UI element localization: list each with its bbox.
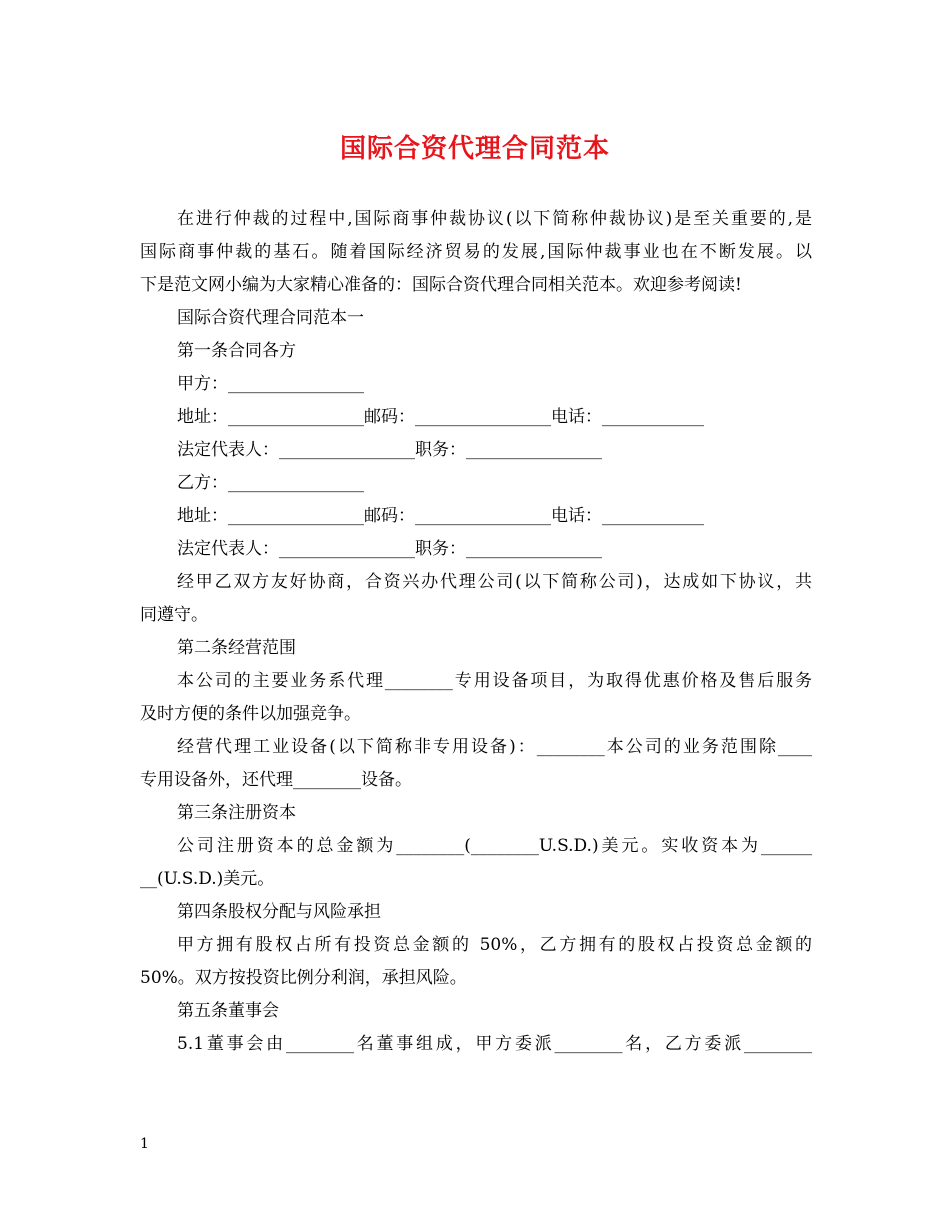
form-field-line: 乙方：________________ [177, 473, 364, 493]
paragraph-line: __(U.S.D.)美元。 [140, 869, 275, 889]
article-heading: 第四条股权分配与风险承担 [177, 902, 381, 922]
article-heading: 第五条董事会 [177, 1001, 279, 1021]
paragraph-line: 及时方便的条件以加强竞争。 [140, 704, 361, 724]
page-title: 国际合资代理合同范本 [339, 134, 610, 164]
paragraph-line: 甲方拥有股权占所有投资总金额的 50%，乙方拥有的股权占投资总金额的 [177, 935, 812, 955]
article-heading: 第三条注册资本 [177, 803, 296, 823]
paragraph-line: 经营代理工业设备(以下简称非专用设备)：________本公司的业务范围除____ [177, 737, 812, 757]
paragraph-line: 公司注册资本的总金额为________(________U.S.D.)美元。实收资本为______ [177, 836, 812, 856]
page-number: 1 [140, 1136, 149, 1152]
form-field-line: 甲方：________________ [177, 374, 364, 394]
paragraph-line: 同遵守。 [140, 605, 208, 625]
paragraph-line: 本公司的主要业务系代理________专用设备项目，为取得优惠价格及售后服务 [177, 671, 812, 691]
paragraph-line: 经甲乙双方友好协商，合资兴办代理公司(以下简称公司)，达成如下协议，共 [177, 572, 812, 592]
form-field-line: 地址：________________邮码：________________电话：____________ [177, 407, 704, 427]
paragraph-line: 下是范文网小编为大家精心准备的：国际合资代理合同相关范本。欢迎参考阅读! [140, 275, 742, 295]
paragraph-line: 5.1董事会由________名董事组成，甲方委派________名，乙方委派________ [177, 1034, 812, 1054]
article-heading: 第一条合同各方 [177, 341, 296, 361]
paragraph-line: 国际商事仲裁的基石。随着国际经济贸易的发展,国际仲裁事业也在不断发展。以 [140, 242, 812, 262]
paragraph-line: 50%。双方按投资比例分利润，承担风险。 [140, 968, 467, 988]
form-field-line: 法定代表人：________________职务：________________ [177, 440, 602, 460]
document-body [140, 203, 812, 1061]
paragraph-line: 专用设备外，还代理________设备。 [140, 770, 412, 790]
form-field-line: 法定代表人：________________职务：________________ [177, 539, 602, 559]
article-heading: 第二条经营范围 [177, 638, 296, 658]
form-field-line: 地址：________________邮码：________________电话：____________ [177, 506, 704, 526]
paragraph-line: 在进行仲裁的过程中,国际商事仲裁协议(以下简称仲裁协议)是至关重要的,是 [177, 209, 812, 229]
section-heading: 国际合资代理合同范本一 [177, 308, 364, 328]
